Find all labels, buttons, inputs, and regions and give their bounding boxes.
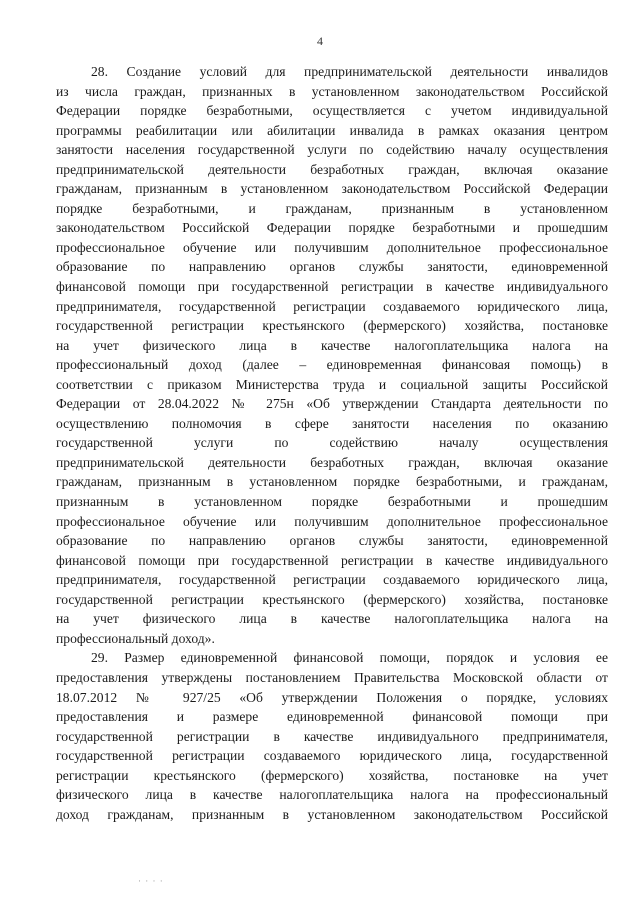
- paragraph-line: государственной регистрации крестьянского (фермерского) хозяйства, постановке: [56, 318, 608, 334]
- paragraph-line: гражданам, признанным в установленном порядке безработными, и гражданам,: [56, 474, 608, 490]
- paragraph-line: из числа граждан, признанных в установленном законодательством Российской: [56, 83, 608, 99]
- paragraph-line: финансовой помощи при государственной регистрации в качестве индивидуального: [56, 552, 608, 568]
- paragraph-line: порядке безработными, и гражданам, признанным в установленном: [56, 200, 608, 216]
- paragraph-line: программы реабилитации или абилитации инвалида в рамках оказания центром: [56, 122, 608, 138]
- paragraph-line: профессиональное обучение или получившим дополнительное профессиональное: [56, 513, 608, 529]
- paragraph-line: признанным в установленном порядке безработными и прошедшим: [56, 494, 608, 510]
- paragraph-line: предоставления утверждены постановлением Правительства Московской области от: [56, 669, 608, 685]
- paragraph-line: предпринимателя, государственной регистрации создаваемого юридического лица,: [56, 298, 608, 314]
- paragraph-line: на учет физического лица в качестве налогоплательщика налога на: [56, 337, 608, 353]
- scan-artifact-mark: · · · ·: [138, 876, 164, 886]
- paragraph-line: профессиональный доход».: [56, 630, 215, 646]
- paragraph-line: доход гражданам, признанным в установленном законодательством Российской: [56, 806, 608, 822]
- paragraph-line: 29. Размер единовременной финансовой помощи, порядок и условия ее: [91, 650, 608, 666]
- document-body: [56, 62, 608, 824]
- paragraph-line: предпринимательской деятельности безработных граждан, включая оказание: [56, 161, 608, 177]
- paragraph-line: физического лица в качестве налогоплательщика налога на профессиональный: [56, 787, 608, 803]
- paragraph-line: 18.07.2012 № 927/25 «Об утверждении Положения о порядке, условиях: [56, 689, 608, 705]
- paragraph-line: предпринимательской деятельности безработных граждан, включая оказание: [56, 454, 608, 470]
- paragraph-line: государственной регистрации крестьянского (фермерского) хозяйства, постановке: [56, 591, 608, 607]
- paragraph-line: государственной регистрации в качестве индивидуального предпринимателя,: [56, 728, 608, 744]
- paragraph-line: профессиональное обучение или получившим дополнительное профессиональное: [56, 239, 608, 255]
- page-number: 4: [317, 34, 323, 48]
- paragraph-line: осуществлению полномочия в сфере занятости населения по оказанию: [56, 415, 608, 431]
- paragraph-line: 28. Создание условий для предпринимательской деятельности инвалидов: [91, 64, 608, 79]
- paragraph-line: гражданам, признанным в установленном законодательством Российской Федерации: [56, 181, 608, 197]
- paragraph-line: на учет физического лица в качестве налогоплательщика налога на: [56, 611, 608, 627]
- paragraph-line: предоставления и размере единовременной финансовой помощи при: [56, 709, 608, 725]
- paragraph-line: соответствии с приказом Министерства труда и социальной защиты Российской: [56, 376, 608, 392]
- paragraph-line: государственной услуги по содействию началу осуществления: [56, 435, 608, 451]
- paragraph-line: Федерации от 28.04.2022 № 275н «Об утверждении Стандарта деятельности по: [56, 396, 608, 412]
- paragraph-line: образование по направлению органов службы занятости, единовременной: [56, 259, 608, 275]
- paragraph-line: Федерации порядке безработными, осуществляется с учетом индивидуальной: [56, 103, 608, 119]
- paragraph-line: государственной регистрации создаваемого юридического лица, государственной: [56, 748, 608, 764]
- paragraph-line: предпринимателя, государственной регистрации создаваемого юридического лица,: [56, 572, 608, 588]
- paragraph-line: занятости населения государственной услуги по содействию началу осуществления: [56, 142, 608, 158]
- paragraph-29: [56, 648, 608, 824]
- paragraph-line: регистрации крестьянского (фермерского) хозяйства, постановке на учет: [56, 767, 608, 783]
- paragraph-line: профессиональный доход (далее – единовременная финансовая помощь) в: [56, 357, 608, 373]
- paragraph-line: финансовой помощи при государственной регистрации в качестве индивидуального: [56, 279, 608, 295]
- paragraph-line: образование по направлению органов службы занятости, единовременной: [56, 533, 608, 549]
- paragraph-28: [56, 62, 608, 648]
- paragraph-line: законодательством Российской Федерации порядке безработными и прошедшим: [56, 220, 608, 236]
